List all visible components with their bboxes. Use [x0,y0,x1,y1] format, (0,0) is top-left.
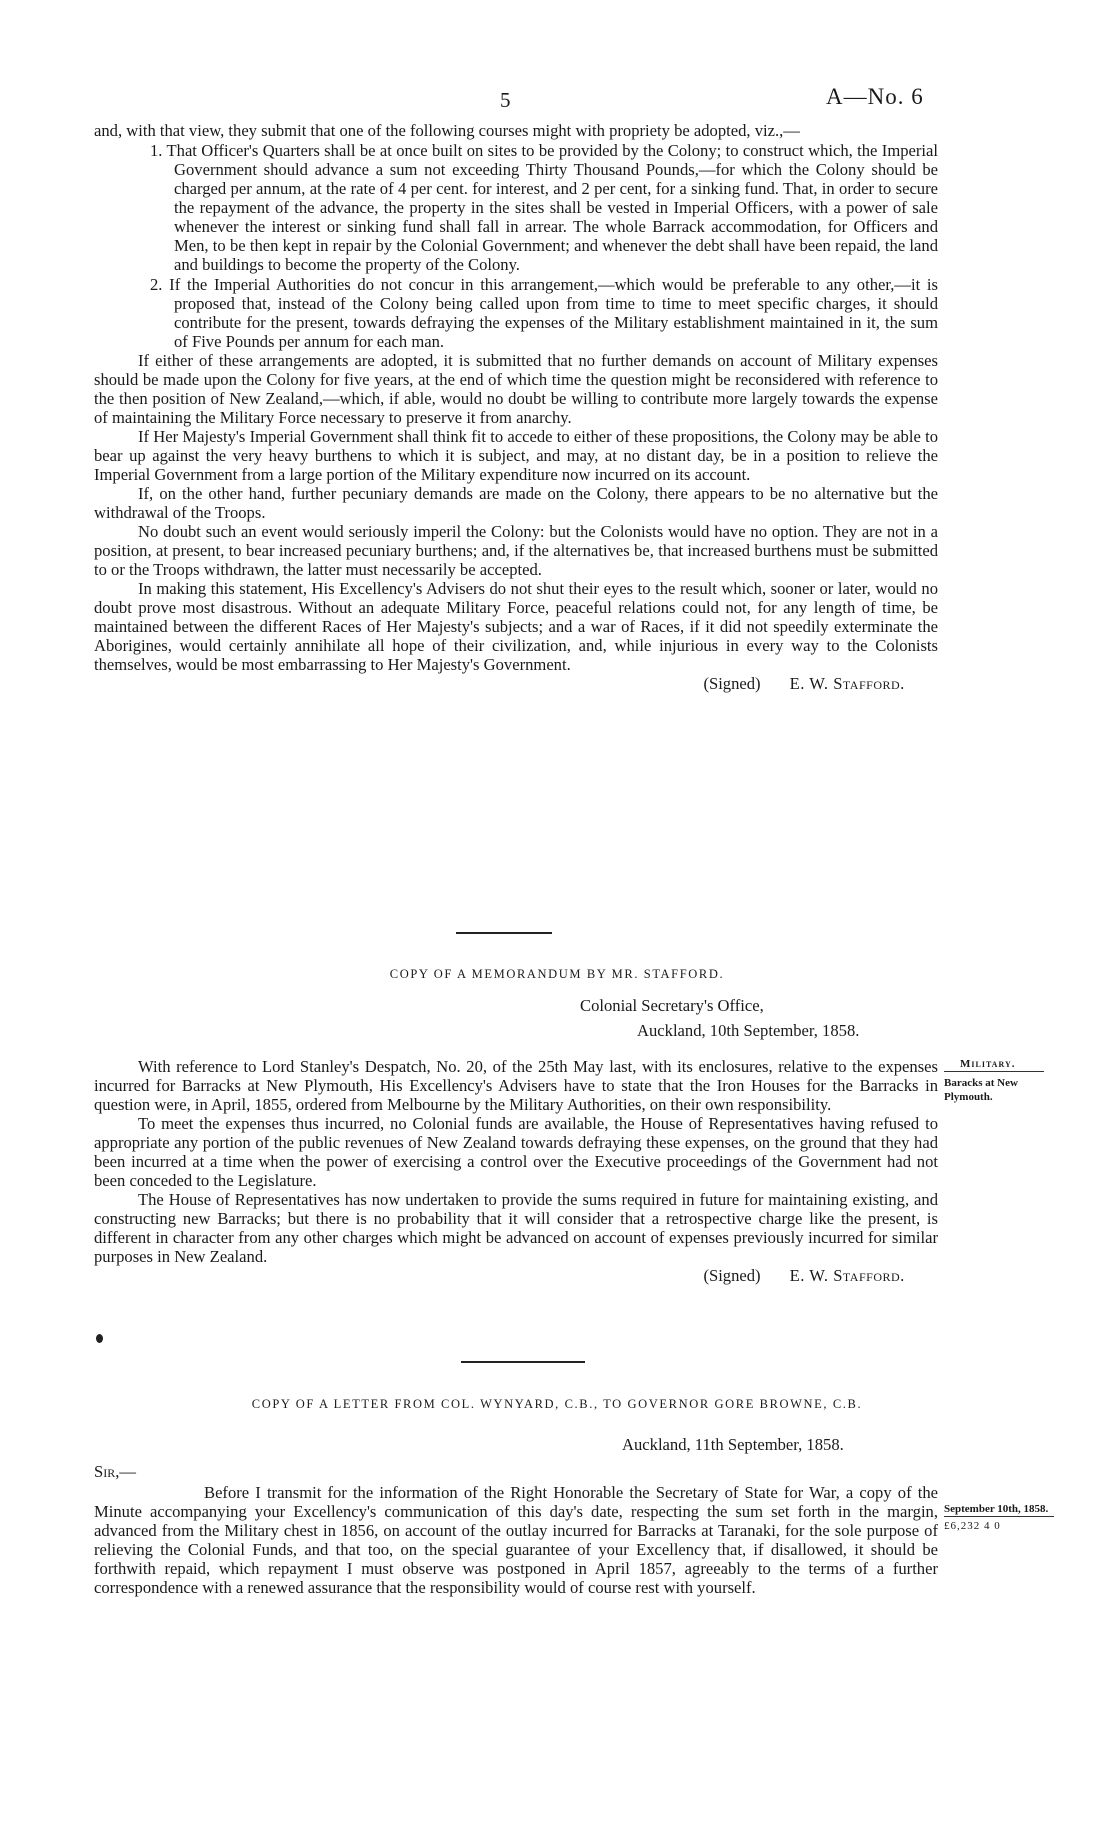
list-item: 1. That Officer's Quarters shall be at once built on sites to be provided by the Colony; to construct which, the Imperial Government should advance a sum not exceeding Thirty Thousand Pounds,—for which the Colony should be charged per annum, at the rate of 4 per cent. for interest, and 2 per cent, for a sinking fund. That, in order to secure the repayment of the advance, the property in the sites shall be vested in Imperial Officers, with a power of sale whenever the interest or sinking fund shall fall in arrear. The whole Barrack accommodation, for Officers and Men, to be then kept in repair by the Colonial Government; and whenever the debt shall have been repaid, the land and buildings to become the property of the Colony. [150,141,938,274]
page-number: 5 [500,88,511,112]
memo-place-date: Auckland, 10th September, 1858. [637,1021,860,1040]
letter-salutation: Sir,— [94,1462,136,1481]
body-paragraph: In making this statement, His Excellency's Advisers do not shut their eyes to the result which, sooner or later, would no doubt prove most disastrous. Without an adequate Military Force, peaceful relations could not, for any length of time, be maintained between the different Races of Her Majesty's subjects; and a war of Races, if it did not speedily exterminate the Aborigines, would certainly annihilate all hope of their civilization, and, while injurious in every way to the Colonists themselves, would be most embarrassing to Her Majesty's Government. [94,579,938,674]
list-item: 2. If the Imperial Authorities do not concur in this arrangement,—which would be preferable to any other,—it is proposed that, instead of the Colony being called upon from time to time to meet specific charges, it should contribute for the present, towards defraying the expenses of the Military establishment maintained in it, the sum of Five Pounds per annum for each man. [150,275,938,351]
memo-heading: COPY OF A MEMORANDUM BY MR. STAFFORD. [389,967,725,981]
signature-line [94,1266,938,1285]
body-paragraph: If Her Majesty's Imperial Government shall think fit to accede to either of these propositions, the Colony may be able to bear up against the very heavy burthens to which it is subject, and may, at no distant day, be in a position to relieve the Imperial Government from a large portion of the Military expenditure now incurred on its account. [94,427,938,484]
body-paragraph: With reference to Lord Stanley's Despatch, No. 20, of the 25th May last, with its enclosures, relative to the expenses incurred for Barracks at New Plymouth, His Excellency's Advisers have to state that the Iron Houses for the Barracks in question were, in April, 1855, ordered from Melbourne by the Military Authorities, on their own responsibility. [94,1057,938,1114]
body-paragraph: If either of these arrangements are adopted, it is submitted that no further demands on account of Military expenses should be made upon the Colony for five years, at the end of which time the question might be reconsidered with reference to the then position of New Zealand,—which, if able, would no doubt be willing to contribute more largely towards the expense of maintaining the Military Force necessary to preserve it from anarchy. [94,351,938,427]
section-divider [461,1361,585,1363]
body-paragraph: Before I transmit for the information of the Right Honorable the Secretary of State for War, a copy of the Minute accompanying your Excellency's communication of this day's date, respecting the sum set forth in the margin, advanced from the Military chest in 1856, on account of the outlay incurred for Barracks at Taranaki, for the sole purpose of relieving the Colonial Funds, and that too, on the special guarantee of your Excellency that, if disallowed, it should be forthwith repaid, which repayment I must observe was postponed in April 1857, agreeably to the terms of a further correspondence with a renewed assurance that the responsibility would of course rest with yourself. [94,1483,938,1597]
margin-note-amount [944,1502,1054,1533]
body-paragraph: To meet the expenses thus incurred, no Colonial funds are available, the House of Representatives having refused to appropriate any portion of the public revenues of New Zealand towards defraying these expenses, on the ground that they had been incurred at a time when the power of exercising a control over the Executive proceedings of the Government had not been conceded to the Legislature. [94,1114,938,1190]
memo-office: Colonial Secretary's Office, [580,996,764,1015]
document-reference: A—No. 6 [826,84,924,109]
signed-label: (Signed) [703,1266,761,1285]
letter-place-date: Auckland, 11th September, 1858. [622,1435,844,1454]
intro-paragraph: and, with that view, they submit that one of the following courses might with propriety be adopted, viz.,— [94,121,800,140]
body-paragraph: No doubt such an event would seriously imperil the Colony: but the Colonists would have no option. They are not in a position, at present, to bear increased pecuniary burthens; and, if the alternatives be, that increased burthens must be submitted to or the Troops withdrawn, the latter must necessarily be accepted. [94,522,938,579]
letter-heading: COPY OF A LETTER FROM COL. WYNYARD, C.B., TO GOVERNOR GORE BROWNE, C.B. [251,1397,863,1411]
section-continuation [94,121,938,693]
letter-body [94,1483,938,1597]
signed-label: (Signed) [703,674,761,693]
margin-note-date: September 10th, 1858. [944,1502,1054,1517]
body-paragraph: If, on the other hand, further pecuniary demands are made on the Colony, there appears to be no alternative but the withdrawal of the Troops. [94,484,938,522]
ink-mark [96,1334,103,1343]
margin-note-sum: £6,232 4 0 [944,1520,1001,1532]
signer-name: E. W. Stafford. [789,674,905,693]
memo-body [94,1057,938,1285]
margin-note-text: Baracks at New Plymouth. [944,1077,1018,1103]
signature-line [94,674,938,693]
margin-note-military [944,1057,1044,1104]
signer-name: E. W. Stafford. [789,1266,905,1285]
body-paragraph: The House of Representatives has now undertaken to provide the sums required in future for maintaining existing, and constructing new Barracks; but there is no probability that it will consider that a retrospective charge like the present, is different in character from any other charges which might be advanced on account of expenses previously incurred for similar purposes in New Zealand. [94,1190,938,1266]
margin-note-title: Military. [944,1057,1044,1072]
section-divider [456,932,552,934]
